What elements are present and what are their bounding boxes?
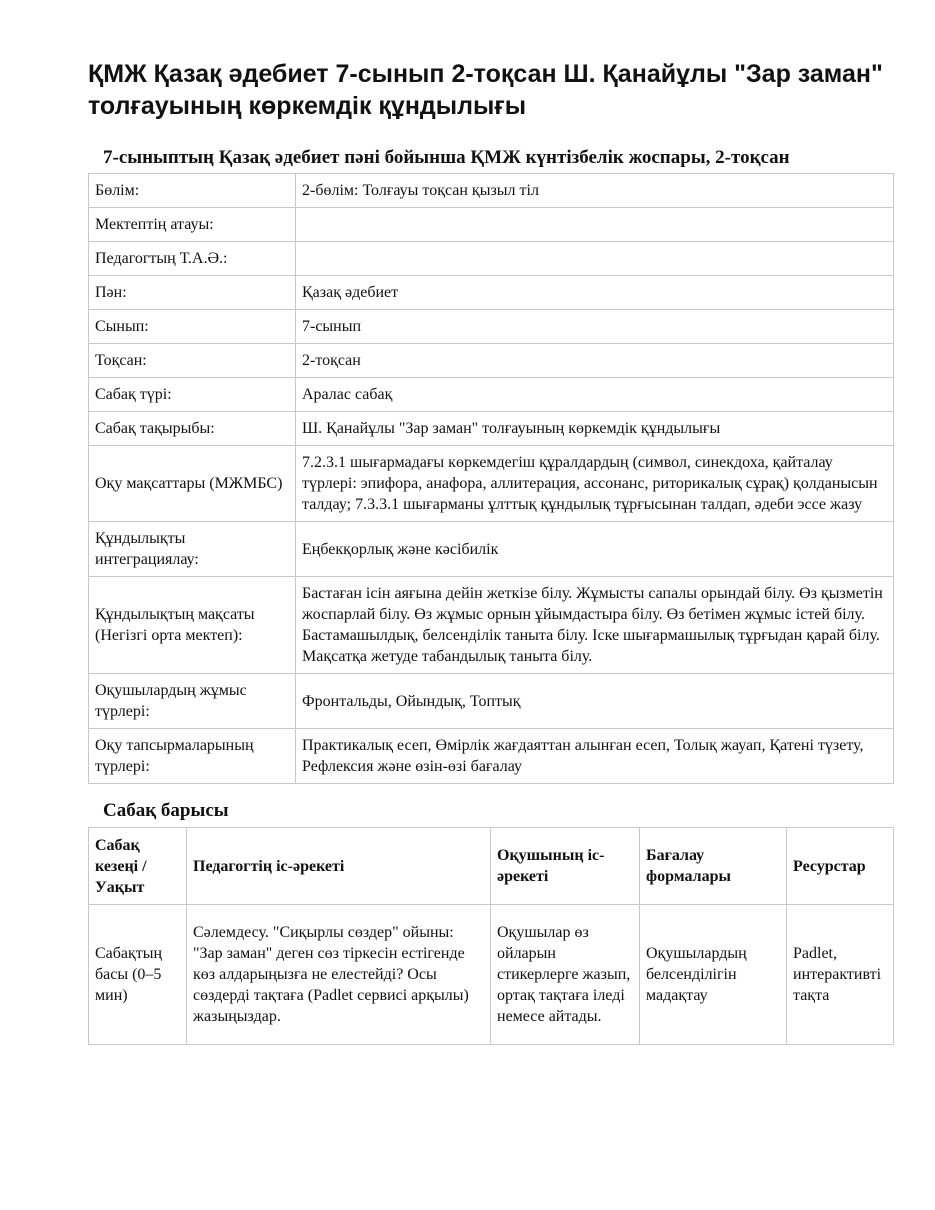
info-value: Ш. Қанайұлы "Зар заман" толғауының көркемдік құндылығы bbox=[296, 412, 894, 446]
info-label: Бөлім: bbox=[89, 174, 296, 208]
info-row bbox=[89, 522, 894, 577]
document-page bbox=[88, 58, 893, 1045]
document-title: ҚМЖ Қазақ әдебиет 7-сынып 2-тоқсан Ш. Қанайұлы "Зар заман" толғауының көркемдік құндылығы bbox=[88, 60, 883, 120]
lesson-header-row bbox=[89, 828, 894, 905]
info-label: Құндылықты интеграциялау: bbox=[89, 522, 296, 577]
document-subtitle: 7-сыныптың Қазақ әдебиет пәні бойынша ҚМЖ күнтізбелік жоспары, 2-тоқсан bbox=[103, 147, 790, 168]
info-value: Еңбекқорлық және кәсібилік bbox=[296, 522, 894, 577]
lesson-header-resources: Ресурстар bbox=[787, 828, 894, 905]
lesson-header-student: Оқушының іс-әрекеті bbox=[491, 828, 640, 905]
info-row bbox=[89, 729, 894, 784]
info-row bbox=[89, 577, 894, 674]
info-label: Педагогтың Т.А.Ә.: bbox=[89, 242, 296, 276]
info-label: Оқушылардың жұмыс түрлері: bbox=[89, 674, 296, 729]
info-value: Аралас сабақ bbox=[296, 378, 894, 412]
info-row bbox=[89, 208, 894, 242]
info-value: 7-сынып bbox=[296, 310, 894, 344]
info-value: 2-тоқсан bbox=[296, 344, 894, 378]
info-value: 7.2.3.1 шығармадағы көркемдегіш құралдардың (символ, синекдоха, қайталау түрлері: эпифора, анафора, аллитерация, ассонанс, риторикалық сұрақ) қолданысын талдау; 7.3.3.1 шығарманы ұлттық құндылық тұрғысынан талдап, әдеби эссе жазу bbox=[296, 446, 894, 522]
info-row bbox=[89, 674, 894, 729]
info-value: Практикалық есеп, Өмірлік жағдаяттан алынған есеп, Толық жауап, Қатені түзету, Рефлексия және өзін-өзі бағалау bbox=[296, 729, 894, 784]
lesson-table bbox=[88, 827, 894, 1045]
info-table bbox=[88, 173, 894, 784]
lesson-header-stage: Сабақ кезеңі / Уақыт bbox=[89, 828, 187, 905]
lesson-row bbox=[89, 905, 894, 1045]
lesson-assessment-cell: Оқушылардың белсенділігін мадақтау bbox=[640, 905, 787, 1045]
info-row bbox=[89, 378, 894, 412]
info-label: Сабақ түрі: bbox=[89, 378, 296, 412]
info-label: Мектептің атауы: bbox=[89, 208, 296, 242]
info-label: Оқу тапсырмаларының түрлері: bbox=[89, 729, 296, 784]
info-row bbox=[89, 446, 894, 522]
info-label: Пән: bbox=[89, 276, 296, 310]
info-label: Құндылықтың мақсаты (Негізгі орта мектеп): bbox=[89, 577, 296, 674]
info-value: Қазақ әдебиет bbox=[296, 276, 894, 310]
info-label: Оқу мақсаттары (МЖМБС) bbox=[89, 446, 296, 522]
info-value: 2-бөлім: Толғауы тоқсан қызыл тіл bbox=[296, 174, 894, 208]
info-value bbox=[296, 208, 894, 242]
info-label: Сынып: bbox=[89, 310, 296, 344]
info-value: Фронтальды, Ойындық, Топтық bbox=[296, 674, 894, 729]
info-row bbox=[89, 174, 894, 208]
info-row bbox=[89, 412, 894, 446]
info-row bbox=[89, 242, 894, 276]
lesson-student-cell: Оқушылар өз ойларын стикерлерге жазып, ортақ тақтаға іледі немесе айтады. bbox=[491, 905, 640, 1045]
lesson-resources-cell: Padlet, интерактивті тақта bbox=[787, 905, 894, 1045]
info-value: Бастаған ісін аяғына дейін жеткізе білу. Жұмысты сапалы орындай білу. Өз қызметін жоспарлай білу. Өз жұмыс орнын ұйымдастыра білу. Өз бетімен жұмыс істей білу. Бастамашылдық, белсенділік таныта білу. Іске шығармашылық тұрғыдан қарай білу. Мақсатқа жетуде табандылық таныта білу. bbox=[296, 577, 894, 674]
info-row bbox=[89, 344, 894, 378]
lesson-header-teacher: Педагогтің іс-әрекеті bbox=[187, 828, 491, 905]
lesson-teacher-cell: Сәлемдесу. "Сиқырлы сөздер" ойыны: "Зар заман" деген сөз тіркесін естігенде көз алдарыңызға не елестейді? Осы сөздерді тақтаға (Padlet сервисі арқылы) жазыңыздар. bbox=[187, 905, 491, 1045]
info-value bbox=[296, 242, 894, 276]
info-label: Тоқсан: bbox=[89, 344, 296, 378]
info-row bbox=[89, 310, 894, 344]
lesson-stage-cell: Сабақтың басы (0–5 мин) bbox=[89, 905, 187, 1045]
info-label: Сабақ тақырыбы: bbox=[89, 412, 296, 446]
lesson-section-title: Сабақ барысы bbox=[103, 800, 229, 821]
lesson-header-assessment: Бағалау формалары bbox=[640, 828, 787, 905]
info-row bbox=[89, 276, 894, 310]
